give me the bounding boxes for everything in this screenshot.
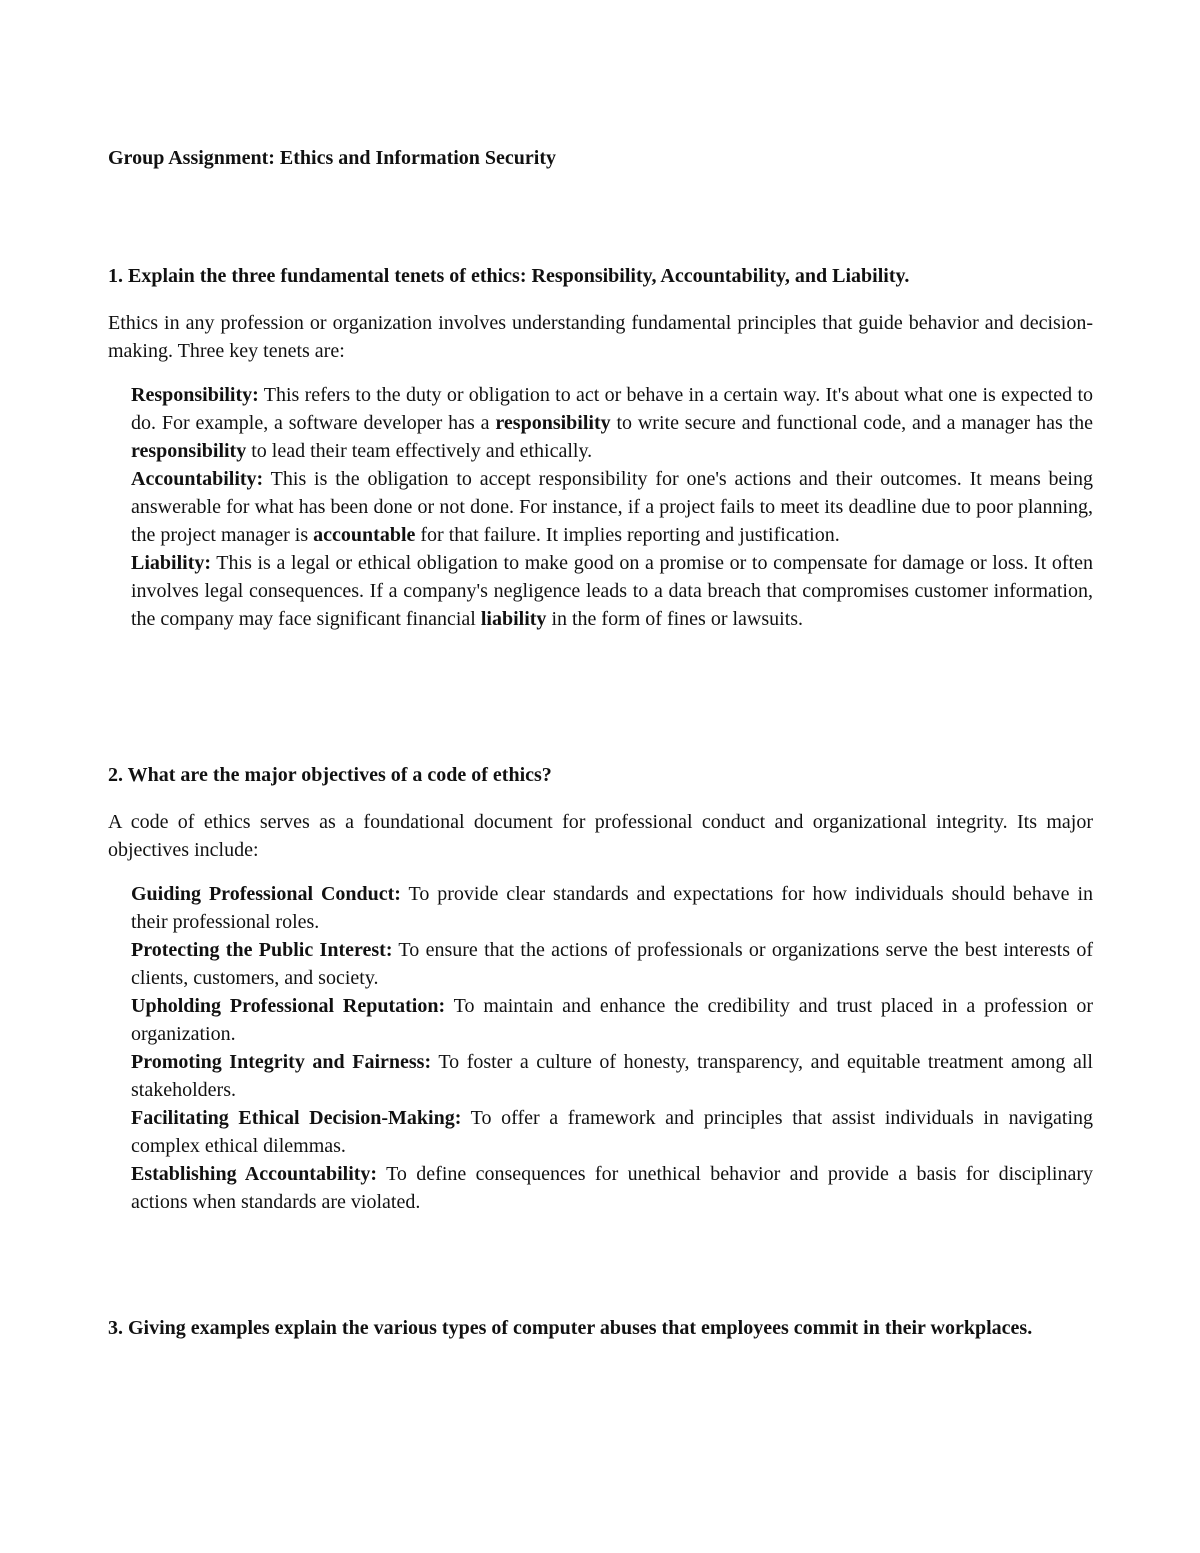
list-item (131, 465, 1093, 549)
item-term: Establishing Accountability: (131, 1163, 378, 1185)
list-item (131, 992, 1093, 1048)
item-text: to lead their team effectively and ethically. (246, 440, 593, 462)
item-text: To define consequences for unethical behavior and provide a basis for disciplinary actions when standards are violated. (131, 1163, 1093, 1213)
item-text: to write secure and functional code, and a manager has the (610, 412, 1093, 434)
question-heading: 2. What are the major objectives of a code of ethics? (108, 764, 552, 786)
item-term: Accountability: (131, 468, 264, 490)
item-term: Upholding Professional Reputation: (131, 995, 446, 1017)
item-term: Protecting the Public Interest: (131, 939, 393, 961)
list-item (131, 936, 1093, 992)
item-term: Facilitating Ethical Decision-Making: (131, 1107, 462, 1129)
list-item (131, 880, 1093, 936)
bold-term: liability (480, 608, 547, 630)
item-text: This is the obligation to accept responsibility for one's actions and their outcomes. It means being answerable for what has been done or not done. For instance, if a project fails to meet its deadline due to poor planning, the project manager is (131, 468, 1093, 546)
item-term: Responsibility: (131, 384, 259, 406)
bold-term: accountable (313, 524, 416, 546)
item-text: To ensure that the actions of professionals or organizations serve the best interests of clients, customers, and society. (131, 939, 1093, 989)
question-heading: 1. Explain the three fundamental tenets of ethics: Responsibility, Accountability, and Liability. (108, 265, 910, 287)
item-text: To provide clear standards and expectations for how individuals should behave in their professional roles. (131, 883, 1093, 933)
item-text: To offer a framework and principles that assist individuals in navigating complex ethical dilemmas. (131, 1107, 1093, 1157)
item-text: To maintain and enhance the credibility and trust placed in a profession or organization. (131, 995, 1093, 1045)
item-text: This refers to the duty or obligation to act or behave in a certain way. It's about what one is expected to do. For example, a software developer has a (131, 384, 1093, 434)
bold-term: responsibility (131, 440, 247, 462)
bold-term: responsibility (495, 412, 611, 434)
section-3 (108, 1314, 1093, 1342)
list-item (131, 1048, 1093, 1104)
objective-list (108, 381, 1093, 633)
list-item (131, 549, 1093, 633)
objective-list (108, 880, 1093, 1216)
item-term: Guiding Professional Conduct: (131, 883, 401, 905)
question-heading: 3. Giving examples explain the various types of computer abuses that employees commit in their workplaces. (108, 1317, 1033, 1339)
item-term: Liability: (131, 552, 212, 574)
list-item (131, 1104, 1093, 1160)
list-item (131, 1160, 1093, 1216)
section-2 (108, 761, 1093, 1216)
item-term: Promoting Integrity and Fairness: (131, 1051, 432, 1073)
list-item (131, 381, 1093, 465)
document-title: Group Assignment: Ethics and Information Security (108, 147, 557, 169)
item-text: To foster a culture of honesty, transparency, and equitable treatment among all stakeholders. (131, 1051, 1093, 1101)
item-text: This is a legal or ethical obligation to make good on a promise or to compensate for damage or loss. It often involves legal consequences. If a company's negligence leads to a data breach that compromises customer information, the company may face significant financial (131, 552, 1093, 630)
item-text: in the form of fines or lawsuits. (546, 608, 804, 630)
item-text: for that failure. It implies reporting and justification. (415, 524, 840, 546)
section-1 (108, 262, 1093, 633)
intro-paragraph: Ethics in any profession or organization involves understanding fundamental principles that guide behavior and decision-making. Three key tenets are: (108, 312, 1093, 362)
intro-paragraph: A code of ethics serves as a foundational document for professional conduct and organizational integrity. Its major objectives include: (108, 811, 1093, 861)
